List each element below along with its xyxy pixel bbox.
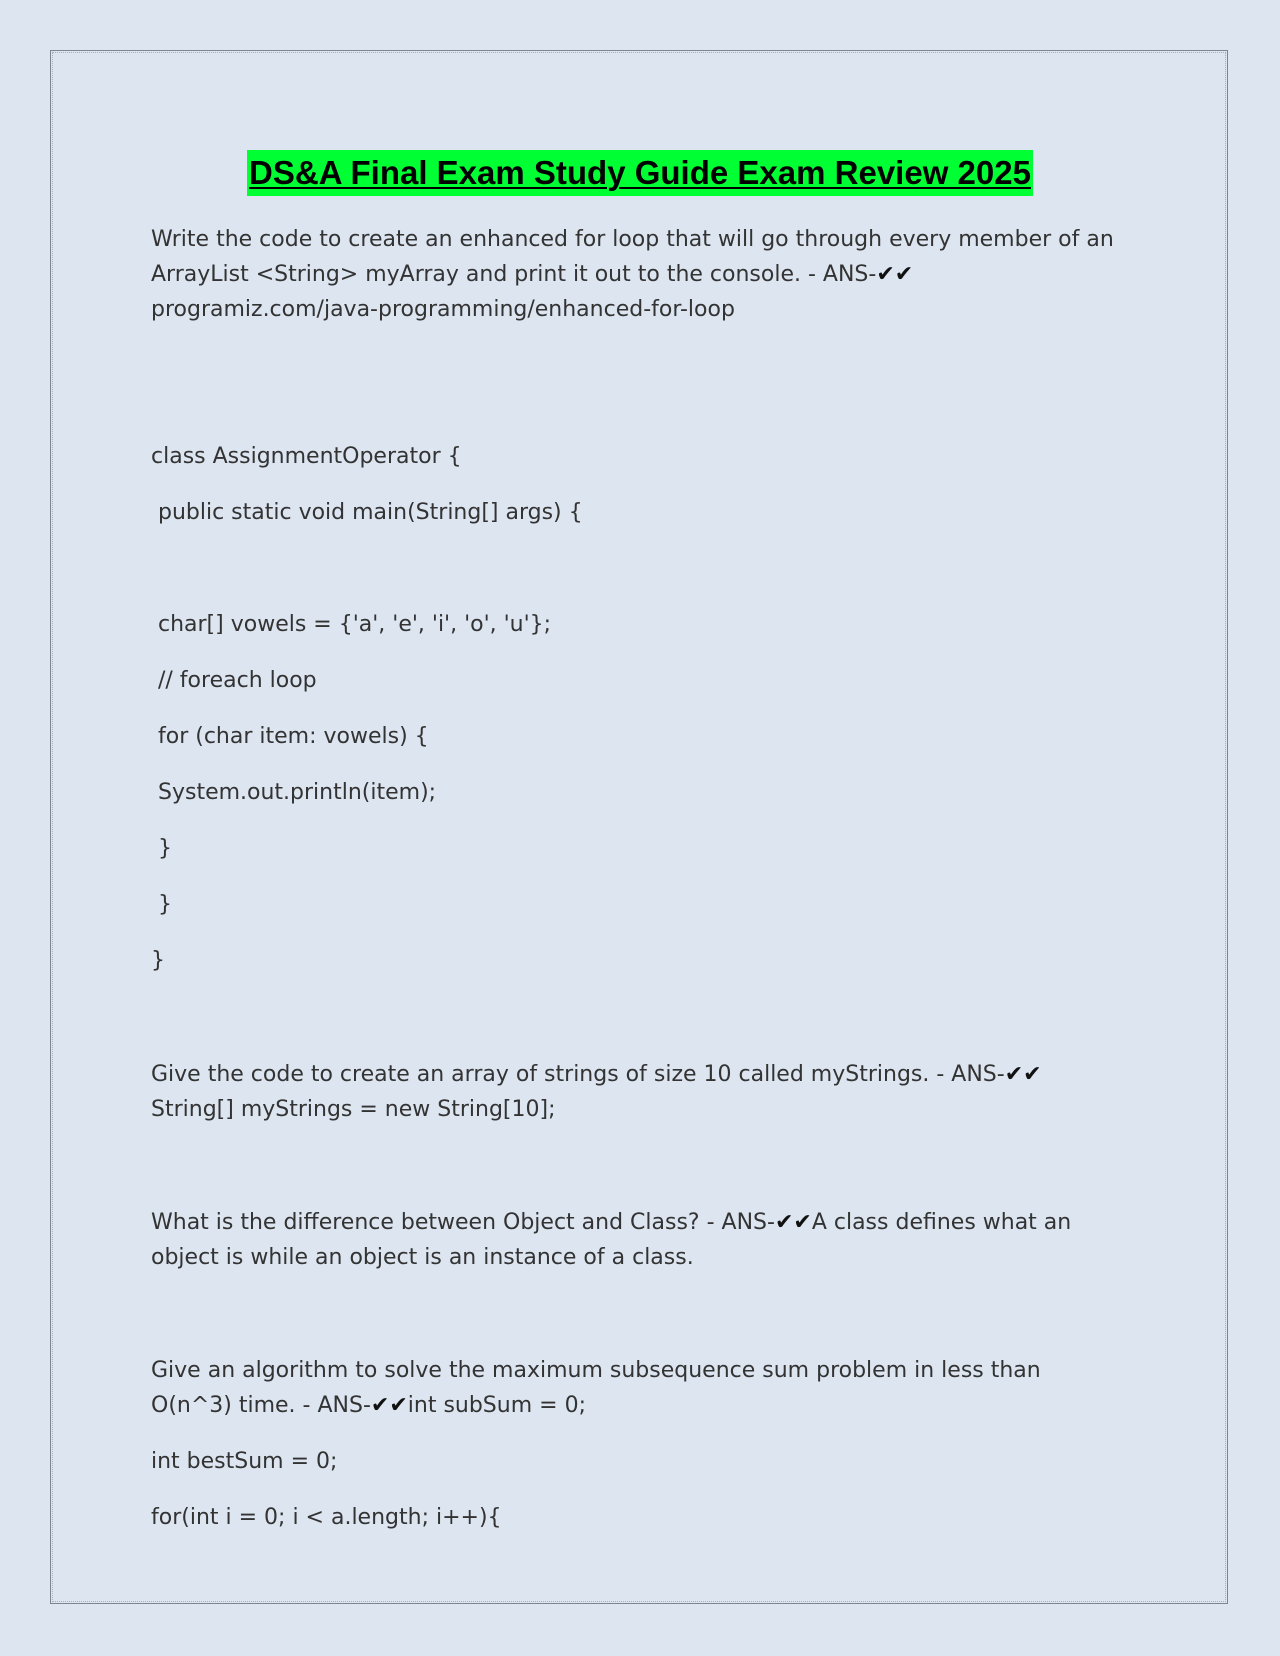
code-line: char[] vowels = {'a', 'e', 'i', 'o', 'u'}; xyxy=(151,612,552,637)
checkmark-icon: ✔✔ xyxy=(1004,1062,1042,1087)
q3-answer-start: A class defines what an xyxy=(811,1210,1072,1235)
checkmark-icon: ✔✔ xyxy=(774,1210,812,1235)
q4-line-2 xyxy=(151,1388,1151,1423)
document-title: DS&A Final Exam Study Guide Exam Review 2025 xyxy=(247,150,1033,196)
q2-question-text: Give the code to create an array of strings of size 10 called myStrings. - ANS- xyxy=(151,1062,1005,1087)
q4-code-line: int bestSum = 0; xyxy=(151,1449,338,1474)
code-line: System.out.println(item); xyxy=(151,780,437,805)
document-body xyxy=(151,222,1151,1535)
q1-line-1: Write the code to create an enhanced for loop that will go through every member of an xyxy=(151,227,1114,252)
q4-question-text: O(n^3) time. - ANS- xyxy=(151,1393,371,1418)
q4-code-line: for(int i = 0; i < a.length; i++){ xyxy=(151,1505,502,1530)
q4-answer-start: int subSum = 0; xyxy=(407,1393,586,1418)
q2-line-1 xyxy=(151,1057,1151,1092)
q4-line-1: Give an algorithm to solve the maximum subsequence sum problem in less than xyxy=(151,1358,1041,1383)
code-line: class AssignmentOperator { xyxy=(151,444,462,469)
code-line: } xyxy=(151,892,172,917)
q1-answer-link: programiz.com/java-programming/enhanced-for-loop xyxy=(151,297,735,322)
q1-question-text: ArrayList <String> myArray and print it out to the console. - ANS- xyxy=(151,262,877,287)
q3-line-1 xyxy=(151,1205,1151,1240)
q2-answer: String[] myStrings = new String[10]; xyxy=(151,1097,556,1122)
q1-line-2 xyxy=(151,257,1151,292)
checkmark-icon: ✔✔ xyxy=(370,1393,408,1418)
code-line: for (char item: vowels) { xyxy=(151,724,429,749)
code-line: } xyxy=(151,836,172,861)
title-container xyxy=(0,150,1280,196)
code-line: } xyxy=(151,948,165,973)
q3-question-text: What is the difference between Object and Class? - ANS- xyxy=(151,1210,775,1235)
code-line: public static void main(String[] args) { xyxy=(151,500,583,525)
checkmark-icon: ✔✔ xyxy=(876,262,914,287)
code-line: // foreach loop xyxy=(151,668,317,693)
q3-answer-continued: object is while an object is an instance of a class. xyxy=(151,1245,694,1270)
